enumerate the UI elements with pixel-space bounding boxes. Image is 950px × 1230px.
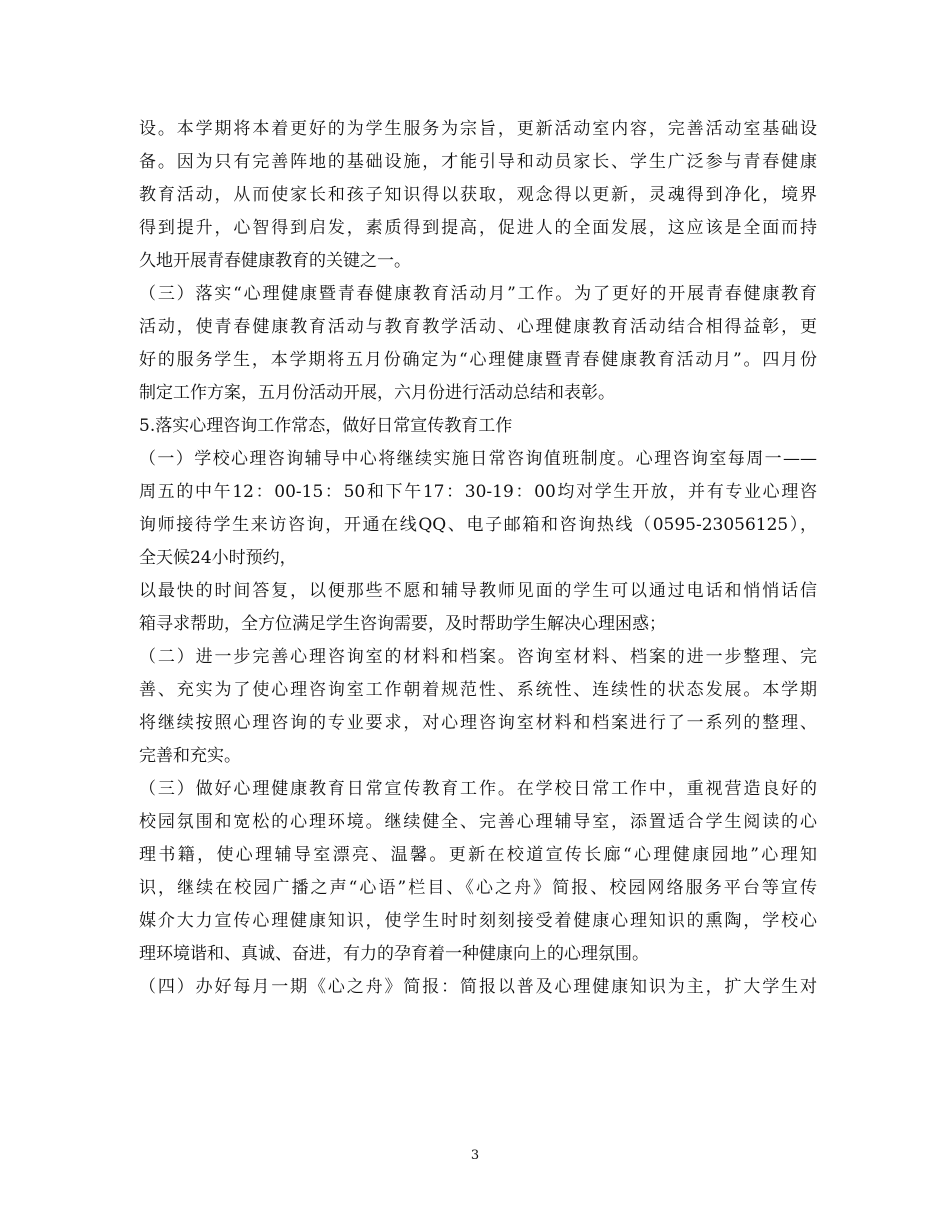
text-line: 周五的中午12：00-15：50和下午17：30-19：00均对学生开放，并有专业心理咨 [139, 482, 817, 502]
text-line: 5.落实心理咨询工作常态，做好日常宣传教育工作 [139, 416, 513, 436]
document-body [139, 113, 817, 1004]
text-line: 完善和充实。 [139, 746, 241, 766]
text-line: 以最快的时间答复，以便那些不愿和辅导教师见面的学生可以通过电话和悄悄话信 [139, 581, 817, 601]
text-line: 活动，使青春健康教育活动与教育教学活动、心理健康教育活动结合相得益彰，更 [139, 317, 817, 337]
text-line: 制定工作方案，五月份活动开展，六月份进行活动总结和表彰。 [139, 383, 615, 403]
text-line: 全天候24小时预约， [139, 548, 297, 568]
text-line: （四）办好每月一期《心之舟》简报：简报以普及心理健康知识为主，扩大学生对 [139, 977, 817, 997]
text-line: 识，继续在校园广播之声“心语”栏目、《心之舟》简报、校园网络服务平台等宣传 [139, 878, 817, 898]
text-line: 理环境谐和、真诚、奋进，有力的孕育着一种健康向上的心理氛围。 [139, 944, 649, 964]
text-line: 好的服务学生，本学期将五月份确定为“心理健康暨青春健康教育活动月”。四月份 [139, 350, 817, 370]
text-line: 将继续按照心理咨询的专业要求，对心理咨询室材料和档案进行了一系列的整理、 [139, 713, 817, 733]
text-line: （三）做好心理健康教育日常宣传教育工作。在学校日常工作中，重视营造良好的 [139, 779, 817, 799]
text-line: 询师接待学生来访咨询，开通在线QQ、电子邮箱和咨询热线（0595-23056125）， [139, 515, 817, 535]
text-line: 理书籍，使心理辅导室漂亮、温馨。更新在校道宣传长廊“心理健康园地”心理知 [139, 845, 817, 865]
text-line: 设。本学期将本着更好的为学生服务为宗旨，更新活动室内容，完善活动室基础设 [139, 119, 817, 139]
text-line: 久地开展青春健康教育的关键之一。 [139, 251, 411, 271]
text-line: 得到提升，心智得到启发，素质得到提高，促进人的全面发展，这应该是全面而持 [139, 218, 817, 238]
text-line: 备。因为只有完善阵地的基础设施，才能引导和动员家长、学生广泛参与青春健康 [139, 152, 817, 172]
text-line: 箱寻求帮助，全方位满足学生咨询需要，及时帮助学生解决心理困惑； [139, 614, 666, 634]
text-line: 教育活动，从而使家长和孩子知识得以获取，观念得以更新，灵魂得到净化，境界 [139, 185, 817, 205]
text-line: 善、充实为了使心理咨询室工作朝着规范性、系统性、连续性的状态发展。本学期 [139, 680, 817, 700]
text-line: （三）落实“心理健康暨青春健康教育活动月”工作。为了更好的开展青春健康教育 [139, 284, 817, 304]
page-number: 3 [470, 1148, 480, 1163]
text-line: 媒介大力宣传心理健康知识，使学生时时刻刻接受着健康心理知识的熏陶，学校心 [139, 911, 817, 931]
text-line: （二）进一步完善心理咨询室的材料和档案。咨询室材料、档案的进一步整理、完 [139, 647, 817, 667]
text-line: 校园氛围和宽松的心理环境。继续健全、完善心理辅导室，添置适合学生阅读的心 [139, 812, 817, 832]
text-line: （一）学校心理咨询辅导中心将继续实施日常咨询值班制度。心理咨询室每周一—— [139, 449, 817, 469]
